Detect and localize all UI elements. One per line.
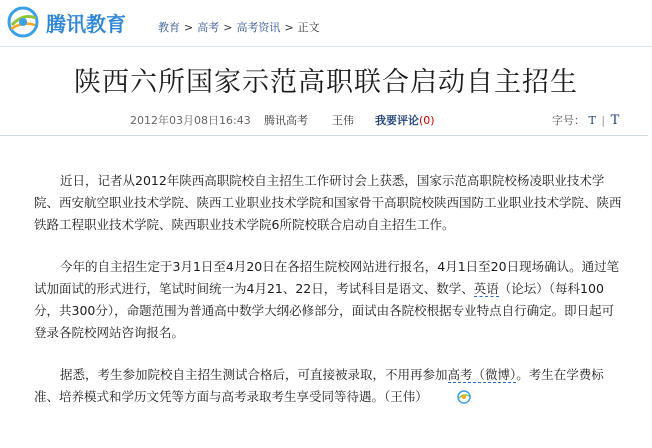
breadcrumb-item-gaokao[interactable]: 高考 <box>197 21 220 34</box>
paragraph-2 <box>34 256 626 344</box>
comment-count: (0) <box>419 114 435 127</box>
article-source[interactable]: 腾讯高考 <box>264 114 308 127</box>
comment-link[interactable] <box>375 112 435 128</box>
article-title: 陕西六所国家示范高职联合启动自主招生 <box>74 67 578 98</box>
breadcrumb-item-education[interactable]: 教育 <box>158 21 180 34</box>
breadcrumb-separator: > <box>184 20 194 34</box>
article-meta <box>0 110 652 130</box>
site-header <box>0 0 652 44</box>
weibo-icon[interactable] <box>431 389 445 403</box>
breadcrumb-separator: > <box>223 20 233 34</box>
paragraph-3 <box>34 364 626 408</box>
breadcrumb-item-gaokao-news[interactable]: 高考资讯 <box>236 21 281 34</box>
article-author: 王伟 <box>332 114 354 127</box>
site-logo[interactable] <box>6 4 126 40</box>
gaokao-weibo-link[interactable]: 高考（微博） <box>447 367 517 382</box>
tencent-logo-icon <box>6 5 40 39</box>
english-link[interactable]: 英语 <box>473 281 499 296</box>
font-size-label: 字号： <box>552 114 585 127</box>
paragraph-2-text-b: （论坛）（每科100分，共300分），命题范围为普通高中数学大纲必修部分，面试由各院校根据专业特点自行确定。即日起可登录各院校网站咨询报名。 <box>34 281 615 340</box>
paragraph-3-text-a: 据悉，考生参加院校自主招生测试合格后，可直接被录取，不用再参加 <box>60 367 448 382</box>
header-divider <box>0 46 652 47</box>
breadcrumb-item-current: 正文 <box>297 21 320 34</box>
font-size-separator: | <box>601 114 606 127</box>
paragraph-3-text-b: 。考生在学费标准、培养模式和学历文凭等方面与高考录取考生享受同等待遇。（王伟） <box>34 367 604 404</box>
paragraph-2-text-a: 今年的自主招生定于3月1日至4月20日在各招生院校网站进行报名，4月1日至20日现场确认。通过笔试加面试的形式进行，笔试时间统一为4月21、22日，考试科目是语文、数学、 <box>34 259 620 296</box>
font-size-control <box>552 112 619 128</box>
meta-divider <box>0 135 648 136</box>
paragraph-1: 近日，记者从2012年陕西高职院校自主招生工作研讨会上获悉，国家示范高职院校杨凌职业技术学院、西安航空职业技术学院、陕西工业职业技术学院和国家骨干高职院校陕西国防工业职业技术学院、陕西铁路工程职业技术学院、陕西职业技术学院6所院校联合启动自主招生工作。 <box>34 173 622 232</box>
logo-text: 腾讯教育 <box>46 11 126 36</box>
breadcrumb <box>158 19 320 35</box>
font-size-large-button[interactable]: T <box>610 113 620 128</box>
publish-date: 2012年03月08日16:43 <box>130 114 251 127</box>
font-size-small-button[interactable]: T <box>588 114 596 127</box>
article-body <box>34 170 626 428</box>
breadcrumb-separator: > <box>284 20 294 34</box>
comment-link-label: 我要评论 <box>375 114 419 127</box>
